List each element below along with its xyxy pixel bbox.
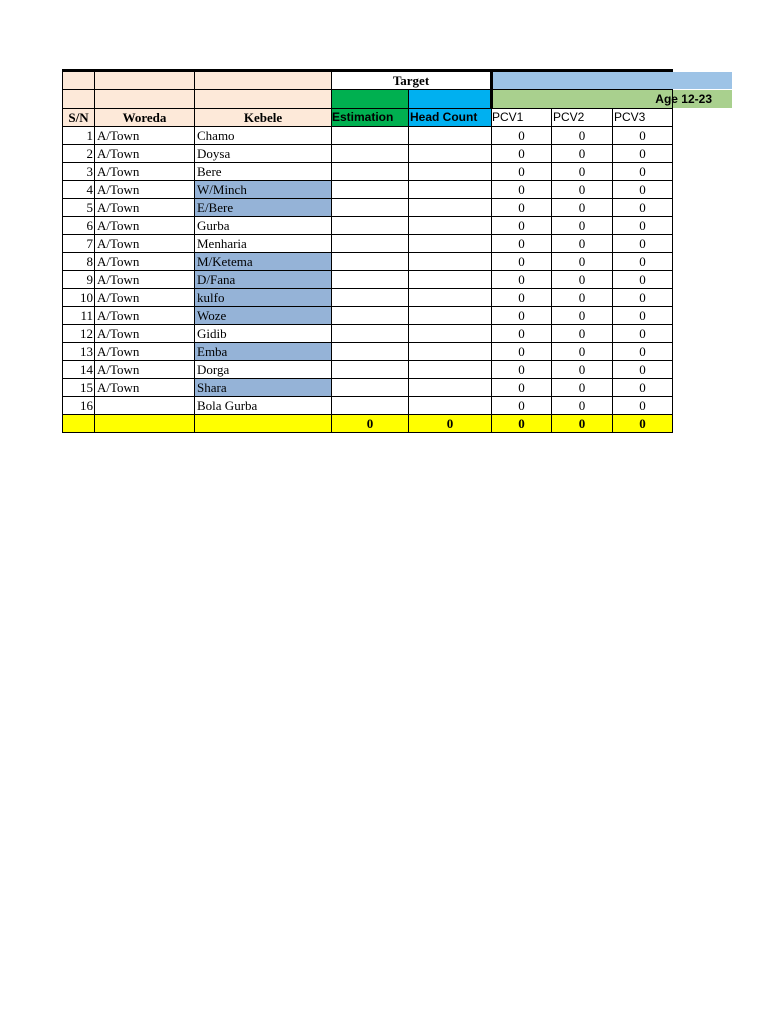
- pcv3-cell[interactable]: 0: [613, 253, 673, 271]
- table-row: [63, 289, 673, 307]
- sn-cell[interactable]: 3: [63, 163, 95, 181]
- estimation-cell[interactable]: [332, 379, 409, 397]
- kebele-cell[interactable]: M/Ketema: [195, 253, 332, 271]
- table-row: [63, 163, 673, 181]
- head-count-cell[interactable]: [409, 199, 492, 217]
- pcv2-cell[interactable]: 0: [552, 289, 613, 307]
- woreda-cell[interactable]: A/Town: [95, 127, 195, 145]
- table-row: [63, 199, 673, 217]
- pcv1-cell[interactable]: 0: [492, 235, 552, 253]
- kebele-cell[interactable]: Menharia: [195, 235, 332, 253]
- data-rows: [63, 127, 673, 415]
- table-row: [63, 325, 673, 343]
- table-row: [63, 343, 673, 361]
- sn-cell[interactable]: 16: [63, 397, 95, 415]
- pcv1-cell[interactable]: 0: [492, 253, 552, 271]
- head-count-cell[interactable]: [409, 235, 492, 253]
- pcv2-cell[interactable]: 0: [552, 307, 613, 325]
- kebele-header-spacer-2[interactable]: [195, 90, 332, 109]
- sn-cell[interactable]: 6: [63, 217, 95, 235]
- pcv3-cell[interactable]: 0: [613, 217, 673, 235]
- estimation-cell[interactable]: [332, 145, 409, 163]
- estimation-cell[interactable]: [332, 361, 409, 379]
- estimation-cell[interactable]: [332, 289, 409, 307]
- pcv3-cell[interactable]: 0: [613, 361, 673, 379]
- sn-header-spacer-2[interactable]: [63, 90, 95, 109]
- pcv1-cell[interactable]: 0: [492, 199, 552, 217]
- kebele-cell[interactable]: Dorga: [195, 361, 332, 379]
- table-row: [63, 253, 673, 271]
- kebele-cell[interactable]: W/Minch: [195, 181, 332, 199]
- sn-cell[interactable]: 4: [63, 181, 95, 199]
- kebele-cell[interactable]: Shara: [195, 379, 332, 397]
- head-count-cell[interactable]: [409, 145, 492, 163]
- head-count-cell[interactable]: [409, 379, 492, 397]
- sn-cell[interactable]: 14: [63, 361, 95, 379]
- pcv2-header[interactable]: PCV2: [552, 109, 613, 127]
- kebele-cell[interactable]: Doysa: [195, 145, 332, 163]
- kebele-header[interactable]: Kebele: [195, 109, 332, 127]
- kebele-cell[interactable]: Bola Gurba: [195, 397, 332, 415]
- pcv1-cell[interactable]: 0: [492, 397, 552, 415]
- pcv2-cell[interactable]: 0: [552, 361, 613, 379]
- sn-cell[interactable]: 2: [63, 145, 95, 163]
- total-estimation[interactable]: 0: [332, 415, 409, 433]
- pcv1-header[interactable]: PCV1: [492, 109, 552, 127]
- header-row-3: [63, 109, 673, 127]
- head-count-cell[interactable]: [409, 325, 492, 343]
- pcv3-cell[interactable]: 0: [613, 289, 673, 307]
- woreda-cell[interactable]: A/Town: [95, 379, 195, 397]
- sn-cell[interactable]: 1: [63, 127, 95, 145]
- spreadsheet: [62, 69, 712, 433]
- head-count-cell[interactable]: [409, 307, 492, 325]
- pcv1-cell[interactable]: 0: [492, 271, 552, 289]
- table-row: [63, 271, 673, 289]
- head-count-header[interactable]: Head Count: [409, 109, 492, 127]
- woreda-cell[interactable]: A/Town: [95, 307, 195, 325]
- total-head-count[interactable]: 0: [409, 415, 492, 433]
- pcv3-cell[interactable]: 0: [613, 199, 673, 217]
- kebele-cell[interactable]: Chamo: [195, 127, 332, 145]
- header-row-2: [63, 90, 673, 109]
- woreda-cell[interactable]: [95, 397, 195, 415]
- head-count-cell[interactable]: [409, 181, 492, 199]
- head-count-header-spacer[interactable]: [409, 90, 492, 109]
- woreda-cell[interactable]: A/Town: [95, 163, 195, 181]
- estimation-header[interactable]: Estimation: [332, 109, 409, 127]
- pcv1-cell[interactable]: 0: [492, 163, 552, 181]
- woreda-cell[interactable]: A/Town: [95, 199, 195, 217]
- woreda-cell[interactable]: A/Town: [95, 325, 195, 343]
- woreda-cell[interactable]: A/Town: [95, 361, 195, 379]
- head-count-cell[interactable]: [409, 343, 492, 361]
- pcv3-header[interactable]: PCV3: [613, 109, 673, 127]
- head-count-cell[interactable]: [409, 127, 492, 145]
- woreda-cell[interactable]: A/Town: [95, 343, 195, 361]
- pcv2-cell[interactable]: 0: [552, 397, 613, 415]
- sn-cell[interactable]: 8: [63, 253, 95, 271]
- table-row: [63, 397, 673, 415]
- target-header[interactable]: Target: [332, 71, 492, 90]
- pcv1-cell[interactable]: 0: [492, 343, 552, 361]
- total-sn-cell[interactable]: [63, 415, 95, 433]
- woreda-cell[interactable]: A/Town: [95, 271, 195, 289]
- kebele-cell[interactable]: Gidib: [195, 325, 332, 343]
- kebele-cell[interactable]: kulfo: [195, 289, 332, 307]
- table-row: [63, 361, 673, 379]
- estimation-cell[interactable]: [332, 181, 409, 199]
- pcv3-cell[interactable]: 0: [613, 271, 673, 289]
- pcv3-cell[interactable]: 0: [613, 379, 673, 397]
- total-pcv2[interactable]: 0: [552, 415, 613, 433]
- total-pcv3[interactable]: 0: [613, 415, 673, 433]
- estimation-cell[interactable]: [332, 127, 409, 145]
- head-count-cell[interactable]: [409, 253, 492, 271]
- pcv1-cell[interactable]: 0: [492, 289, 552, 307]
- head-count-cell[interactable]: [409, 163, 492, 181]
- kebele-header-spacer-1[interactable]: [195, 71, 332, 90]
- total-pcv1[interactable]: 0: [492, 415, 552, 433]
- sn-cell[interactable]: 15: [63, 379, 95, 397]
- age-band-top-overflow: [672, 72, 732, 89]
- pcv2-cell[interactable]: 0: [552, 235, 613, 253]
- head-count-cell[interactable]: [409, 271, 492, 289]
- estimation-cell[interactable]: [332, 217, 409, 235]
- kebele-cell[interactable]: Bere: [195, 163, 332, 181]
- pcv1-cell[interactable]: 0: [492, 217, 552, 235]
- pcv2-cell[interactable]: 0: [552, 379, 613, 397]
- pcv2-cell[interactable]: 0: [552, 199, 613, 217]
- table-row: [63, 181, 673, 199]
- sn-cell[interactable]: 9: [63, 271, 95, 289]
- kebele-cell[interactable]: E/Bere: [195, 199, 332, 217]
- head-count-cell[interactable]: [409, 289, 492, 307]
- age-band-top-cell[interactable]: [492, 71, 673, 90]
- pcv3-cell[interactable]: 0: [613, 397, 673, 415]
- pcv1-cell[interactable]: 0: [492, 361, 552, 379]
- woreda-cell[interactable]: A/Town: [95, 217, 195, 235]
- estimation-cell[interactable]: [332, 199, 409, 217]
- estimation-cell[interactable]: [332, 343, 409, 361]
- woreda-cell[interactable]: A/Town: [95, 235, 195, 253]
- woreda-header-spacer-2[interactable]: [95, 90, 195, 109]
- table-row: [63, 235, 673, 253]
- estimation-cell[interactable]: [332, 235, 409, 253]
- pcv2-cell[interactable]: 0: [552, 217, 613, 235]
- pcv1-cell[interactable]: 0: [492, 181, 552, 199]
- kebele-cell[interactable]: Woze: [195, 307, 332, 325]
- woreda-header-spacer-1[interactable]: [95, 71, 195, 90]
- estimation-cell[interactable]: [332, 325, 409, 343]
- pcv3-cell[interactable]: 0: [613, 235, 673, 253]
- total-kebele-cell[interactable]: [195, 415, 332, 433]
- head-count-cell[interactable]: [409, 361, 492, 379]
- kebele-cell[interactable]: Gurba: [195, 217, 332, 235]
- pcv3-cell[interactable]: 0: [613, 307, 673, 325]
- pcv2-cell[interactable]: 0: [552, 181, 613, 199]
- pcv3-cell[interactable]: 0: [613, 181, 673, 199]
- table-row: [63, 127, 673, 145]
- table-row: [63, 145, 673, 163]
- coverage-table: [62, 69, 712, 433]
- pcv3-cell[interactable]: 0: [613, 343, 673, 361]
- estimation-header-spacer[interactable]: [332, 90, 409, 109]
- estimation-cell[interactable]: [332, 307, 409, 325]
- total-woreda-cell[interactable]: [95, 415, 195, 433]
- kebele-cell[interactable]: Emba: [195, 343, 332, 361]
- age-group-cell[interactable]: [492, 90, 712, 109]
- pcv1-cell[interactable]: 0: [492, 379, 552, 397]
- woreda-cell[interactable]: A/Town: [95, 145, 195, 163]
- kebele-cell[interactable]: D/Fana: [195, 271, 332, 289]
- pcv3-cell[interactable]: 0: [613, 325, 673, 343]
- estimation-cell[interactable]: [332, 397, 409, 415]
- table-row: [63, 217, 673, 235]
- estimation-cell[interactable]: [332, 163, 409, 181]
- head-count-cell[interactable]: [409, 217, 492, 235]
- sn-cell[interactable]: 5: [63, 199, 95, 217]
- pcv2-cell[interactable]: 0: [552, 253, 613, 271]
- age-group-label: Age 12-23: [655, 92, 712, 106]
- sn-cell[interactable]: 12: [63, 325, 95, 343]
- pcv2-cell[interactable]: 0: [552, 343, 613, 361]
- sn-cell[interactable]: 11: [63, 307, 95, 325]
- estimation-cell[interactable]: [332, 253, 409, 271]
- pcv1-cell[interactable]: 0: [492, 307, 552, 325]
- sn-cell[interactable]: 10: [63, 289, 95, 307]
- pcv2-cell[interactable]: 0: [552, 325, 613, 343]
- pcv2-cell[interactable]: 0: [552, 145, 613, 163]
- woreda-cell[interactable]: A/Town: [95, 289, 195, 307]
- pcv3-cell[interactable]: 0: [613, 163, 673, 181]
- total-row: [63, 415, 673, 433]
- estimation-cell[interactable]: [332, 271, 409, 289]
- pcv2-cell[interactable]: 0: [552, 271, 613, 289]
- table-row: [63, 379, 673, 397]
- header-row-1: [63, 71, 673, 90]
- sn-cell[interactable]: 7: [63, 235, 95, 253]
- woreda-header[interactable]: Woreda: [95, 109, 195, 127]
- pcv2-cell[interactable]: 0: [552, 163, 613, 181]
- sn-header-spacer-1[interactable]: [63, 71, 95, 90]
- head-count-cell[interactable]: [409, 397, 492, 415]
- pcv1-cell[interactable]: 0: [492, 145, 552, 163]
- table-row: [63, 307, 673, 325]
- woreda-cell[interactable]: A/Town: [95, 253, 195, 271]
- sn-header[interactable]: S/N: [63, 109, 95, 127]
- sn-cell[interactable]: 13: [63, 343, 95, 361]
- pcv3-cell[interactable]: 0: [613, 145, 673, 163]
- pcv1-cell[interactable]: 0: [492, 127, 552, 145]
- pcv1-cell[interactable]: 0: [492, 325, 552, 343]
- woreda-cell[interactable]: A/Town: [95, 181, 195, 199]
- pcv3-cell[interactable]: 0: [613, 127, 673, 145]
- pcv2-cell[interactable]: 0: [552, 127, 613, 145]
